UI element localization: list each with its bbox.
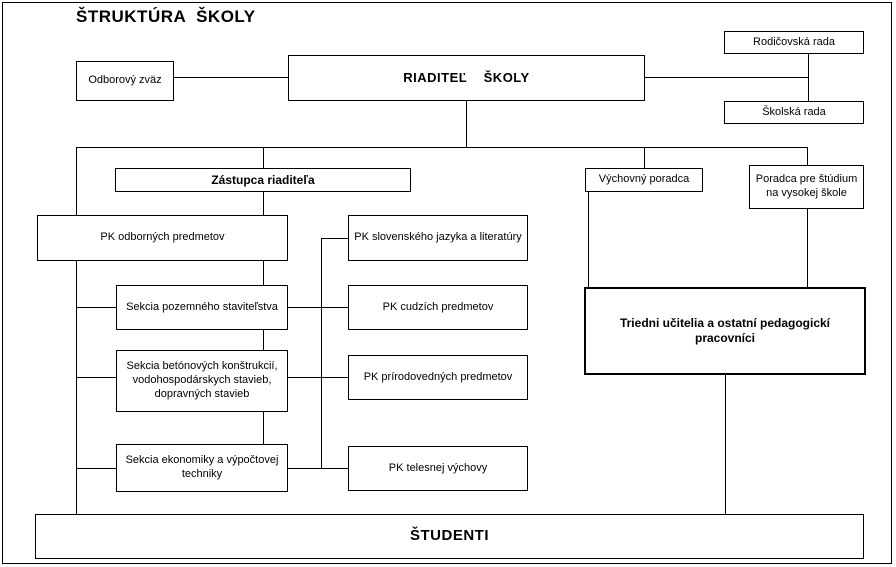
box-pk-cudzich-predmetov[interactable]: PK cudzích predmetov (348, 285, 528, 330)
page-title: ŠTRUKTÚRA ŠKOLY (76, 7, 256, 26)
box-triedni-ucitelia[interactable]: Triedni učitelia a ostatní pedagogickí pracovníci (584, 287, 866, 375)
box-zastupca-riaditela[interactable]: Zástupca riaditeľa (115, 168, 411, 192)
box-pk-telesnej-vychovy[interactable]: PK telesnej výchovy (348, 446, 528, 491)
connector-riaditel-down (466, 101, 467, 147)
connector-sekcia-pozemneho (76, 307, 116, 308)
connector-pk-slovenskeho (321, 238, 348, 239)
left-spine-vertical (76, 147, 77, 515)
connector-triedni-down (725, 375, 726, 515)
connector-vychovny-down (644, 147, 645, 168)
box-sekcia-pozemneho-stavitelstva[interactable]: Sekcia pozemného staviteľstva (116, 285, 288, 330)
connector-poradcavs-down (807, 147, 808, 165)
box-rodicovska-rada[interactable]: Rodičovská rada (724, 31, 864, 54)
connector-pk-prirodovednych (321, 377, 348, 378)
connector-riaditel-odborovy (174, 77, 289, 78)
connector-pk-telesnej (321, 468, 348, 469)
connector-pk-cudzich (321, 307, 348, 308)
box-sekcia-betonovych-konstrukcii[interactable]: Sekcia betónových konštrukcií, vodohospodárskych stavieb, dopravných stavieb (116, 350, 288, 412)
connector-sekcia-right-pozemneho (288, 307, 321, 308)
box-pk-odbornych-predmetov[interactable]: PK odborných predmetov (37, 215, 288, 261)
box-pk-prirodovednych-predmetov[interactable]: PK prírodovedných predmetov (348, 355, 528, 400)
box-riaditel-skoly[interactable]: RIADITEĽ ŠKOLY (288, 55, 645, 101)
connector-sekcia-ekonomiky (76, 468, 116, 469)
box-odborovy-zvaz[interactable]: Odborový zväz (76, 61, 174, 101)
box-pk-slovenskeho-jazyka[interactable]: PK slovenského jazyka a literatúry (348, 215, 528, 261)
box-poradca-vysoka-skola[interactable]: Poradca pre štúdium na vysokej škole (749, 165, 864, 209)
box-sekcia-ekonomiky-vypoctovej-techniky[interactable]: Sekcia ekonomiky a výpočtovej techniky (116, 444, 288, 492)
connector-riaditel-rady (645, 77, 808, 78)
box-studenti[interactable]: ŠTUDENTI (35, 514, 864, 559)
pk-spine-vertical (321, 238, 322, 468)
main-bus-horizontal (76, 147, 807, 148)
connector-poradcavs-triedni (807, 209, 808, 287)
box-vychovny-poradca[interactable]: Výchovný poradca (585, 168, 703, 192)
connector-sekcia-right-ekonomiky (288, 468, 321, 469)
connector-vychovny-triedni (588, 192, 589, 287)
connector-sekcia-betonovych (76, 377, 116, 378)
box-skolska-rada[interactable]: Školská rada (724, 101, 864, 124)
connector-zastupca-down (263, 147, 264, 168)
connector-sekcia-right-betonovych (288, 377, 321, 378)
